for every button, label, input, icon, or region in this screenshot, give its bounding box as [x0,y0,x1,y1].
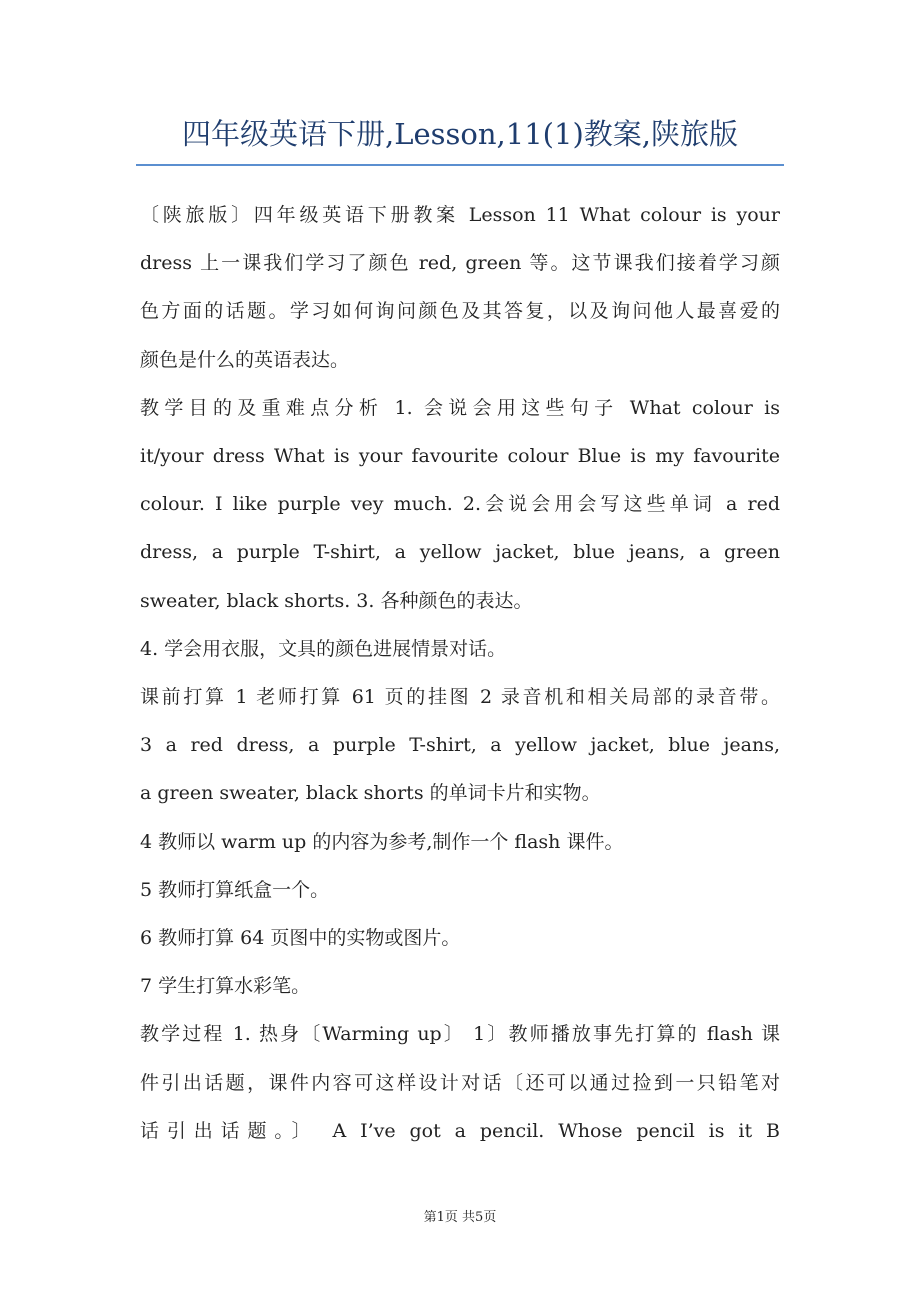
paragraph-line: 色方面的话题。学习如何询问颜色及其答复，以及询问他人最喜爱的 [140,300,780,323]
paragraph-line: 6 教师打算 64 页图中的实物或图片。 [140,927,461,949]
paragraph-line: 4 教师以 warm up 的内容为参考,制作一个 flash 课件。 [140,830,624,853]
paragraph-line: 5 教师打算纸盒一个。 [140,878,330,901]
paragraph-line: 教学过程 1. 热身〔Warming up〕 1〕教师播放事先打算的 flash 课 [140,1023,780,1046]
paragraph-line: 3 a red dress, a purple T-shirt, a yellow jacket, blue jeans, [140,734,780,757]
paragraph-line: 〔陕旅版〕四年级英语下册教案 Lesson 11 What colour is your [140,204,780,226]
paragraph-line: colour. I like purple vey much. 2.会说会用会写这些单词 a red [140,493,780,516]
paragraph-line: 话引出话题。〕 A I’ve got a pencil. Whose pencil is it B [140,1119,780,1142]
paragraph-line: 课前打算 1 老师打算 61 页的挂图 2 录音机和相关局部的录音带。 [140,686,780,708]
paragraph-line: it/your dress What is your favourite colour Blue is my favourite [140,445,780,467]
paragraph-line: 件引出话题，课件内容可这样设计对话〔还可以通过捡到一只铅笔对 [140,1071,780,1094]
document-title: 四年级英语下册,Lesson,11(1)教案,陕旅版 [182,117,738,151]
title-divider [136,164,784,166]
paragraph-line: 颜色是什么的英语表达。 [140,348,350,371]
paragraph-line: dress, a purple T-shirt, a yellow jacket, blue jeans, a green [140,541,780,564]
paragraph-line: 4. 学会用衣服，文具的颜色进展情景对话。 [140,637,507,660]
paragraph-line: 7 学生打算水彩笔。 [140,975,311,998]
page-footer: 第1页 共5页 [423,1210,497,1225]
paragraph-line: dress 上一课我们学习了颜色 red, green 等。这节课我们接着学习颜 [140,252,780,275]
paragraph-line: 教学目的及重难点分析 1. 会说会用这些句子 What colour is [140,396,780,419]
paragraph-line: sweater, black shorts. 3. 各种颜色的表达。 [140,589,533,612]
paragraph-line: a green sweater, black shorts 的单词卡片和实物。 [140,782,601,805]
